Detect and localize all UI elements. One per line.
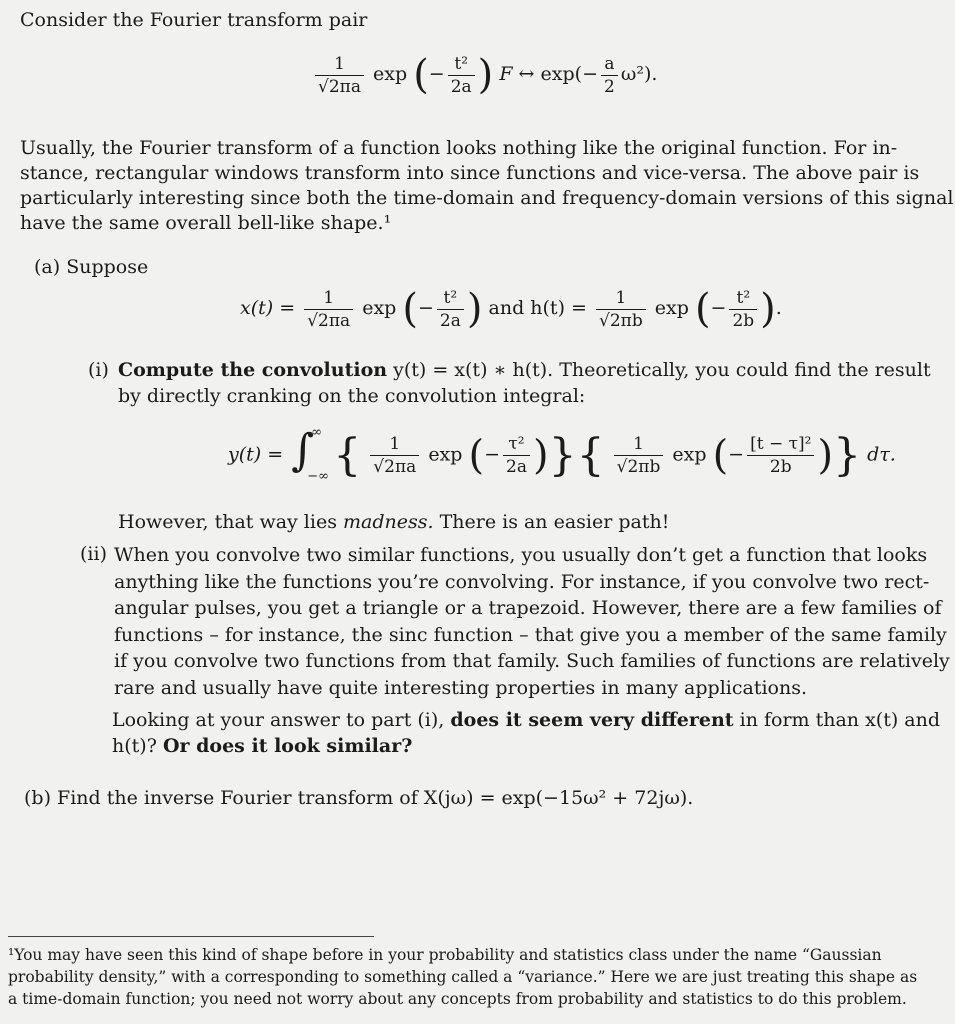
int-exp-den-b: 2b bbox=[769, 457, 792, 477]
int-den-b: √2πb bbox=[616, 457, 661, 477]
madness-pre: However, that way lies bbox=[118, 511, 337, 533]
part-i-text1: y(t) = x(t) ∗ h(t). Theoretically, you could find the result bbox=[393, 359, 931, 381]
x-den: √2πa bbox=[307, 310, 351, 331]
h-exp-fraction bbox=[729, 287, 757, 332]
x-exp-den: 2a bbox=[439, 310, 461, 331]
footnote bbox=[8, 944, 917, 1010]
integral-upper: ∞ bbox=[311, 424, 323, 440]
int-den-a: √2πa bbox=[373, 457, 417, 477]
part-ii-label: (ii) bbox=[80, 543, 107, 565]
footnote-rule bbox=[8, 936, 374, 937]
int-num-b: 1 bbox=[614, 433, 664, 456]
part-a-label: (a) Suppose bbox=[34, 256, 149, 278]
part-a-equation: x(t) = $\frac{1}{√2\pi a}$ exp (− $\frac{\text{t²}}{2a}$ ) and h(t) = $\frac{1}{√2\pi b}$ exp (− $\frac{\text{t²}}{2b}$ ). bbox=[240, 286, 782, 332]
part-i-line1 bbox=[118, 358, 931, 383]
part-ii-paragraph bbox=[114, 542, 950, 701]
fourier-pair-equation: $\frac{1}{√2\pi a}$ exp (− $\frac{\text{t²}}{2a}$ ) F ↔ exp(− $\frac{a}{2}$ ω²). bbox=[312, 52, 657, 98]
footnote-line: probability density,” with a corresponding to something called a “variance.” Here we are just treating this shape as bbox=[8, 968, 918, 986]
footnote-line: a time-domain function; you need not worry about any concepts from probability and statistics to do this problem. bbox=[8, 990, 907, 1008]
paragraph-line: have the same overall bell-like shape.¹ bbox=[20, 212, 392, 234]
eq1-exp-fraction bbox=[448, 53, 475, 98]
part-i-label: (i) bbox=[88, 359, 109, 381]
part-ii-line: angular pulses, you get a triangle or a trapezoid. However, there are a few families of bbox=[114, 597, 942, 619]
part-ii-line: if you convolve two functions from that family. Such families of functions are relatively bbox=[114, 650, 950, 672]
part-ii-line: rare and usually have quite interesting properties in many applications. bbox=[114, 676, 807, 699]
h-exp-den: 2b bbox=[732, 310, 755, 331]
eq1-exp-den: 2a bbox=[450, 76, 472, 97]
x-num: 1 bbox=[304, 287, 353, 310]
paragraph-line: Usually, the Fourier transform of a function looks nothing like the original function. For in- bbox=[20, 137, 898, 159]
h-fraction bbox=[596, 287, 646, 332]
int-num-a: 1 bbox=[370, 433, 419, 456]
int-exp-num-a: τ² bbox=[503, 433, 530, 456]
madness-word: madness. bbox=[343, 511, 434, 533]
paragraph-line: particularly interesting since both the time-domain and frequency-domain versions of this signal bbox=[20, 187, 954, 209]
eq1-rhs-tail: ω²). bbox=[620, 63, 658, 85]
int-exp-num-b: [t − τ]² bbox=[747, 433, 814, 456]
part-ii-line: When you convolve two similar functions, you usually don’t get a function that looks bbox=[114, 544, 928, 566]
part-ii-line: functions – for instance, the sinc function – that give you a member of the same family bbox=[114, 623, 947, 646]
x-exp-num: t² bbox=[437, 287, 464, 310]
footnote-line: ¹You may have seen this kind of shape before in your probability and statistics class under the name “Gaussian bbox=[8, 946, 882, 964]
x-lhs: x(t) = bbox=[240, 297, 296, 319]
intro-paragraph bbox=[20, 136, 954, 236]
int-exp-frac-b bbox=[747, 433, 814, 478]
h-num: 1 bbox=[596, 287, 646, 310]
q-bold1: does it seem very different bbox=[450, 709, 734, 731]
eq1-exp-num: t² bbox=[448, 53, 475, 76]
int-exp-den-a: 2a bbox=[506, 457, 527, 477]
dtau: dτ. bbox=[867, 443, 896, 466]
x-exp-word: exp bbox=[362, 297, 397, 319]
integral-sign: ∫ ∞ −∞ bbox=[291, 424, 329, 484]
fourier-symbol: F ↔ bbox=[499, 63, 535, 85]
h-exp-num: t² bbox=[729, 287, 757, 310]
convolution-integral: y(t) = ∫ ∞ −∞ { $\frac{1}{√2\pi a}$ exp (− $\frac{\text{τ²}}{2a}$ )}{ $\frac{1}{√2\pi b}$ exp (− $\frac{\text{[t − τ]²}}{2b}$ )} dτ. bbox=[228, 424, 896, 484]
q-bold2: Or does it look similar? bbox=[162, 735, 413, 757]
int-exp-frac-a bbox=[503, 433, 530, 478]
h-exp-word: exp bbox=[654, 297, 689, 319]
eq1-lhs-den: √2πa bbox=[318, 76, 361, 97]
part-i-bold: Compute the convolution bbox=[118, 359, 388, 381]
eq1-exp-word: exp bbox=[373, 63, 408, 85]
integral-lower: −∞ bbox=[307, 468, 329, 484]
q-pre: Looking at your answer to part (i), bbox=[112, 709, 445, 731]
madness-post: There is an easier path! bbox=[439, 511, 670, 533]
int-exp-word-b: exp bbox=[672, 443, 707, 466]
part-ii-question-line1 bbox=[112, 708, 940, 733]
eq1-rhs-num: a bbox=[601, 53, 618, 76]
q-mid: in form than x(t) and bbox=[739, 709, 941, 731]
int-exp-word-a: exp bbox=[428, 443, 463, 466]
eq1-rhs: exp(− bbox=[540, 63, 598, 85]
int-frac-b bbox=[614, 433, 664, 478]
y-lhs: y(t) = bbox=[228, 443, 284, 466]
eq1-lhs-num: 1 bbox=[315, 53, 364, 76]
part-b-text: (b) Find the inverse Fourier transform of X(jω) = exp(−15ω² + 72jω). bbox=[24, 787, 694, 809]
intro-text: Consider the Fourier transform pair bbox=[20, 9, 368, 31]
x-exp-fraction bbox=[437, 287, 464, 332]
h-den: √2πb bbox=[599, 310, 643, 331]
part-i-line2: by directly cranking on the convolution integral: bbox=[118, 385, 586, 407]
eq1-rhs-fraction bbox=[601, 53, 618, 98]
paragraph-line: stance, rectangular windows transform into since functions and vice-versa. The above pair is bbox=[20, 162, 920, 184]
period: . bbox=[775, 297, 782, 319]
part-ii-question-line2 bbox=[112, 734, 412, 759]
int-frac-a bbox=[370, 433, 419, 478]
and-h-lhs: and h(t) = bbox=[488, 297, 587, 319]
x-fraction bbox=[304, 287, 353, 332]
eq1-lhs-fraction bbox=[315, 53, 364, 98]
madness-line bbox=[118, 510, 669, 535]
eq1-rhs-den: 2 bbox=[604, 76, 615, 97]
q-line2-pre: h(t)? bbox=[112, 735, 157, 757]
part-ii-line: anything like the functions you’re convolving. For instance, if you convolve two rect- bbox=[114, 570, 930, 593]
